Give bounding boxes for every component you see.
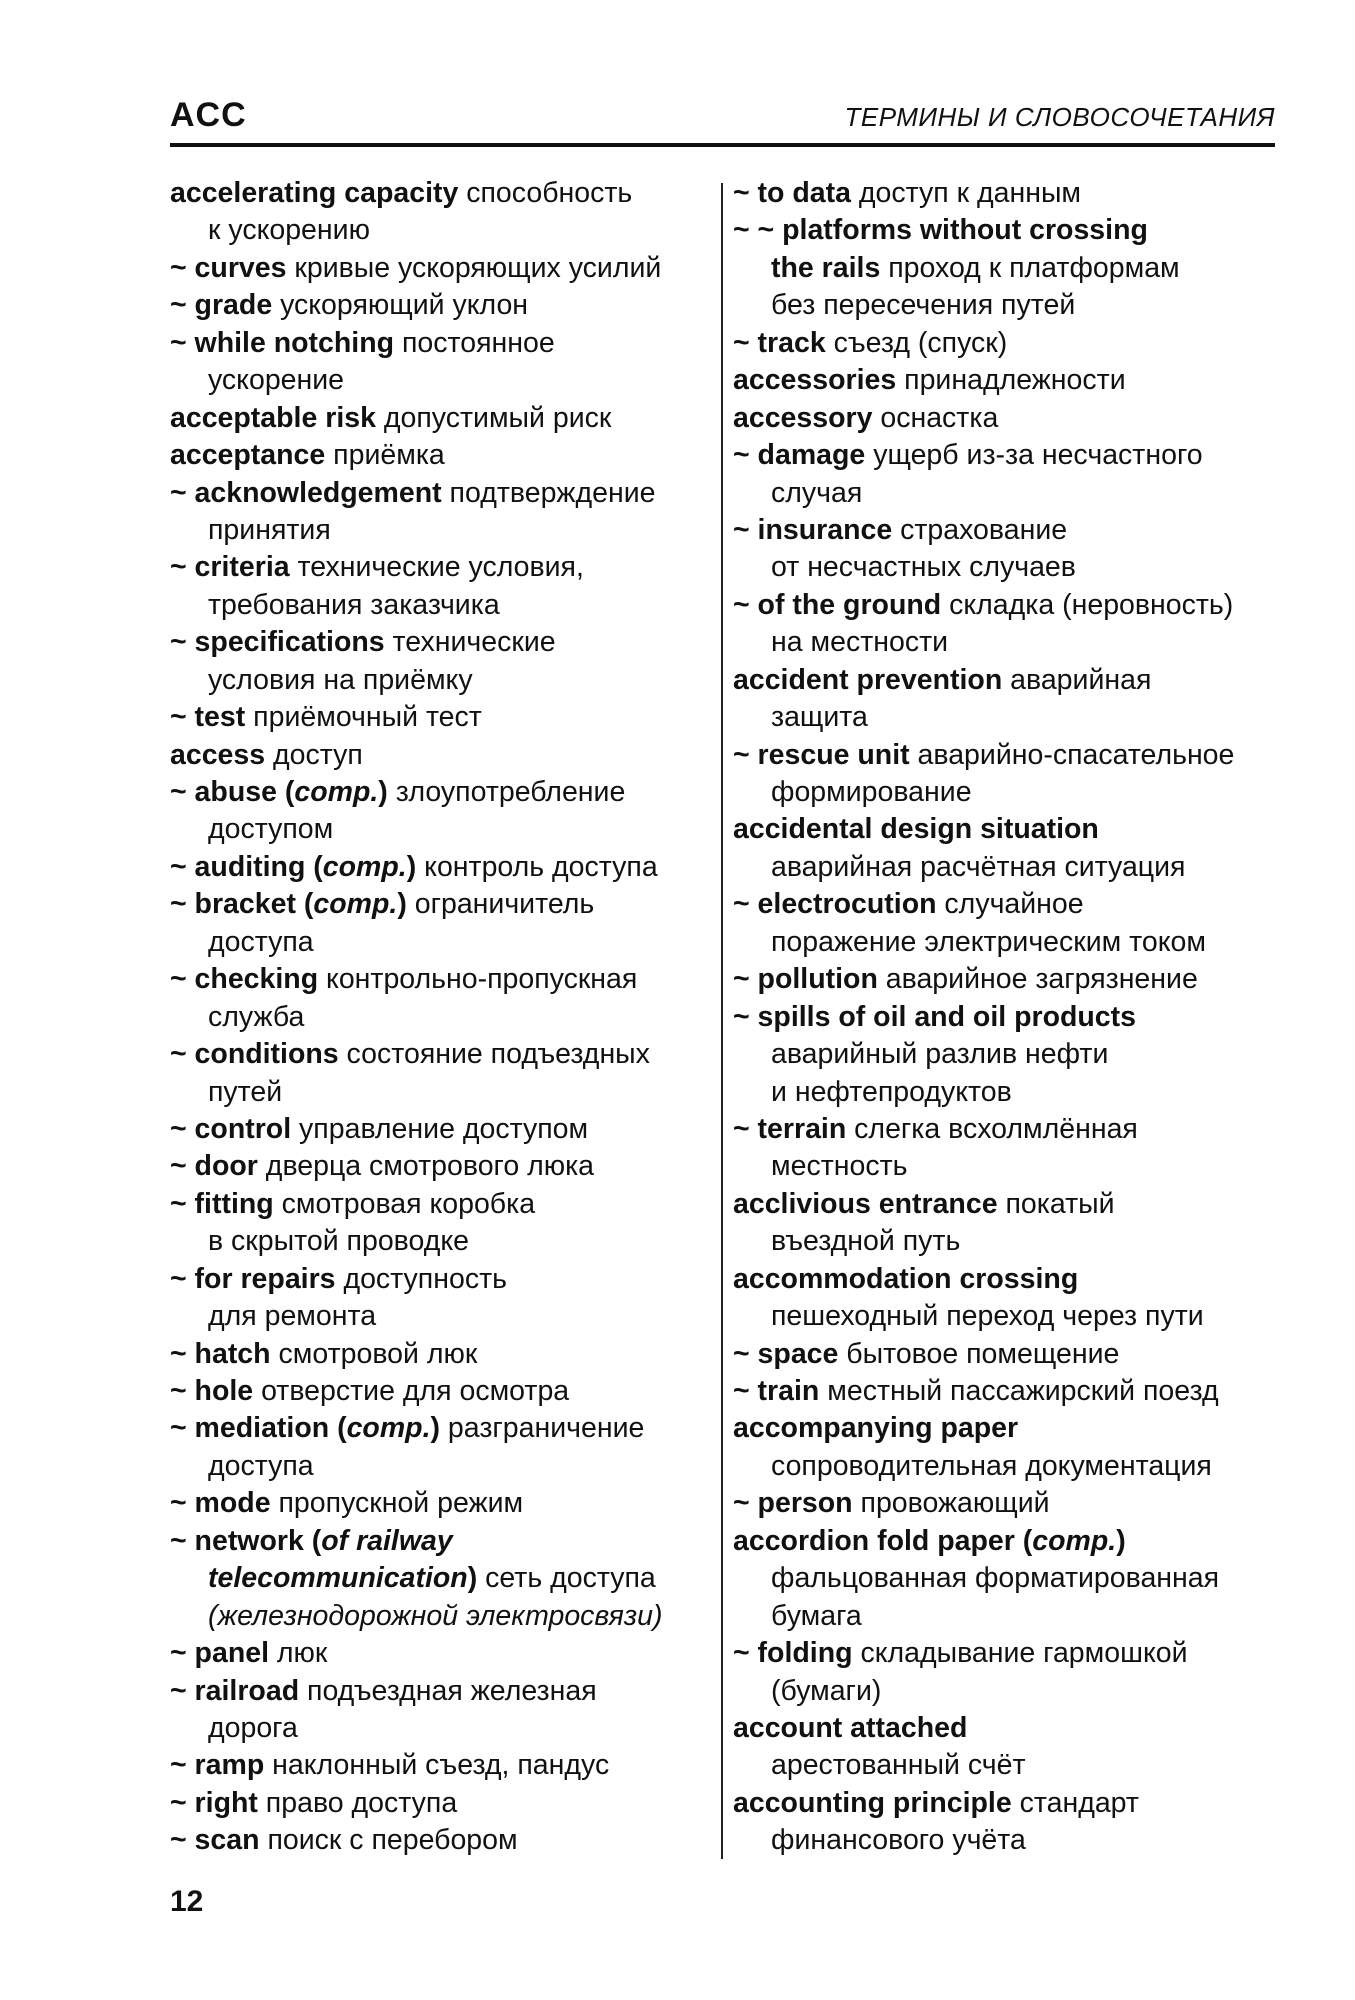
entry-definition: смотровая коробка — [273, 1187, 536, 1220]
entry-definition: право доступа — [257, 1786, 458, 1819]
dictionary-line — [170, 325, 710, 362]
entry-definition: аварийно-спасательное — [909, 738, 1235, 771]
entry-term: ~ ~ platforms without crossing — [733, 214, 1148, 247]
entry-term-close: ) — [406, 850, 417, 883]
dictionary-line — [733, 886, 1283, 923]
entry-definition: приёмочный тест — [245, 701, 482, 734]
entry-term: ~ person — [733, 1487, 853, 1520]
entry-term: ~ panel — [170, 1637, 269, 1670]
entry-definition: смотровой люк — [270, 1337, 478, 1370]
entry-definition: условия на приёмку — [208, 663, 473, 696]
entry-definition: подъездная железная — [299, 1674, 597, 1707]
dictionary-line — [733, 1785, 1283, 1822]
dictionary-line — [733, 624, 1283, 661]
dictionary-line — [733, 325, 1283, 362]
dictionary-line — [733, 1261, 1283, 1298]
dictionary-line — [733, 287, 1283, 324]
dictionary-line — [733, 587, 1283, 624]
dictionary-line — [170, 1635, 710, 1672]
dictionary-line — [170, 250, 710, 287]
entry-term: accelerating capacity — [170, 177, 459, 209]
entry-definition: для ремонта — [208, 1300, 377, 1333]
entry-term: ~ space — [733, 1337, 839, 1370]
dictionary-line — [733, 1373, 1283, 1410]
entry-definition: складка (неровность) — [941, 588, 1234, 621]
dictionary-line — [733, 1747, 1283, 1784]
dictionary-line — [733, 1336, 1283, 1373]
entry-definition: покатый — [997, 1187, 1115, 1220]
dictionary-line — [733, 1111, 1283, 1148]
entry-definition: и нефтепродуктов — [771, 1075, 1012, 1108]
dictionary-line — [170, 774, 710, 811]
entry-definition: доступа — [208, 1449, 314, 1482]
entry-term: ~ conditions — [170, 1038, 339, 1071]
dictionary-line — [733, 437, 1283, 474]
entry-definition: сопроводительная документация — [771, 1449, 1212, 1482]
entry-definition: аварийное загрязнение — [877, 963, 1198, 996]
dictionary-line — [170, 699, 710, 736]
entry-definition: технические — [384, 626, 556, 659]
entry-definition: поиск с перебором — [259, 1824, 518, 1857]
entry-definition: бумага — [771, 1599, 862, 1632]
dictionary-line — [733, 400, 1283, 437]
entry-definition: доступность — [335, 1262, 507, 1295]
entry-definition: провожающий — [852, 1487, 1050, 1520]
dictionary-line — [170, 662, 710, 699]
dictionary-line — [733, 774, 1283, 811]
dictionary-line — [733, 662, 1283, 699]
entry-definition: дверца смотрового люка — [257, 1150, 595, 1183]
entry-definition: доступа — [208, 925, 314, 958]
dictionary-line — [733, 1074, 1283, 1111]
dictionary-line — [170, 1074, 710, 1111]
dictionary-line — [170, 287, 710, 324]
entry-term: ~ bracket ( — [170, 888, 314, 921]
entry-term: ~ folding — [733, 1637, 853, 1670]
entry-definition: арестованный счёт — [771, 1749, 1026, 1782]
entry-definition: кривые ускоряющих усилий — [286, 251, 662, 284]
dictionary-line — [733, 1186, 1283, 1223]
entry-definition: приёмка — [325, 439, 445, 472]
left-column — [170, 175, 710, 1860]
dictionary-line — [170, 1261, 710, 1298]
dictionary-line — [170, 362, 710, 399]
entry-definition: местность — [771, 1150, 908, 1183]
entry-term: ~ while notching — [170, 326, 395, 359]
entry-definition: фальцованная форматированная — [771, 1562, 1220, 1595]
entry-term: accidental design situation — [733, 813, 1099, 846]
entry-definition: отверстие для осмотра — [253, 1375, 570, 1407]
entry-definition: защита — [771, 701, 868, 734]
entry-definition: требования заказчика — [208, 588, 500, 621]
dictionary-line — [733, 1673, 1283, 1710]
entry-term: ~ track — [733, 326, 826, 359]
entry-term: ~ rescue unit — [733, 738, 910, 771]
running-head-right: ТЕРМИНЫ И СЛОВОСОЧЕТАНИЯ — [844, 102, 1275, 132]
dictionary-line — [733, 961, 1283, 998]
dictionary-line — [170, 549, 710, 586]
dictionary-line — [170, 1336, 710, 1373]
entry-term: acceptable risk — [170, 401, 376, 434]
entry-term: acceptance — [170, 439, 326, 472]
entry-term: ~ terrain — [733, 1112, 847, 1145]
entry-term: ~ ramp — [170, 1749, 265, 1782]
entry-term: ~ electrocution — [733, 888, 937, 921]
dictionary-line — [170, 1111, 710, 1148]
entry-label: comp. — [1032, 1524, 1117, 1557]
entry-definition: постоянное — [394, 326, 555, 359]
entry-term: ~ fitting — [170, 1187, 274, 1220]
dictionary-line — [170, 212, 710, 249]
dictionary-line — [733, 1635, 1283, 1672]
entry-definition: стандарт — [1011, 1786, 1139, 1819]
entry-term-close: ) — [467, 1562, 478, 1595]
page-number: 12 — [170, 1885, 204, 1918]
entry-definition: контрольно-пропускная — [318, 963, 638, 996]
dictionary-line — [170, 1298, 710, 1335]
dictionary-line — [733, 1148, 1283, 1185]
entry-definition: путей — [208, 1075, 283, 1108]
entry-definition: ущерб из-за несчастного — [865, 439, 1203, 472]
entry-term: ~ grade — [170, 289, 273, 322]
entry-term: ~ control — [170, 1112, 292, 1145]
entry-definition: слегка всхолмлённая — [846, 1112, 1138, 1145]
entry-term: accounting principle — [733, 1786, 1012, 1819]
dictionary-line — [170, 512, 710, 549]
dictionary-line — [170, 924, 710, 961]
dictionary-line — [170, 437, 710, 474]
entry-definition: дорога — [208, 1711, 298, 1744]
entry-term: ~ for repairs — [170, 1262, 336, 1295]
entry-definition: без пересечения путей — [771, 289, 1076, 322]
entry-term: ~ door — [170, 1150, 258, 1183]
entry-label: comp. — [346, 1412, 431, 1445]
dictionary-line — [170, 737, 710, 774]
entry-definition: формирование — [771, 776, 972, 808]
entry-term: the rails — [771, 251, 881, 284]
entry-definition: пешеходный переход через пути — [771, 1300, 1204, 1333]
entry-definition: допустимый риск — [375, 401, 612, 434]
dictionary-line — [170, 1223, 710, 1260]
entry-term: ~ spills of oil and oil products — [733, 1000, 1136, 1033]
entry-term: ~ scan — [170, 1824, 260, 1857]
dictionary-line — [170, 999, 710, 1036]
entry-term: accordion fold paper ( — [733, 1524, 1033, 1557]
entry-definition: съезд (спуск) — [825, 326, 1008, 359]
dictionary-line — [170, 886, 710, 923]
dictionary-line — [170, 1036, 710, 1073]
dictionary-line — [733, 1298, 1283, 1335]
dictionary-line — [733, 512, 1283, 549]
entry-definition: страхование — [892, 513, 1068, 546]
entry-term: ~ auditing ( — [170, 850, 323, 883]
entry-term-close: ) — [397, 888, 407, 921]
dictionary-line — [170, 400, 710, 437]
entry-term: accident prevention — [733, 663, 1003, 696]
entry-term: ~ hatch — [170, 1337, 271, 1370]
dictionary-line — [733, 737, 1283, 774]
entry-gloss: (железнодорожной электросвязи) — [208, 1599, 663, 1632]
dictionary-line — [170, 1485, 710, 1522]
entry-term: accompanying paper — [733, 1412, 1019, 1445]
entry-definition: люк — [269, 1637, 328, 1670]
entry-term: ~ mode — [170, 1487, 271, 1520]
dictionary-line — [170, 1673, 710, 1710]
entry-definition: управление доступом — [291, 1112, 589, 1145]
header-rule — [170, 143, 1275, 147]
dictionary-line — [170, 1410, 710, 1447]
entry-definition: технические условия, — [289, 551, 584, 584]
entry-definition: ограничитель — [406, 888, 595, 921]
entry-term: ~ of the ground — [733, 588, 942, 621]
dictionary-line — [170, 1186, 710, 1223]
entry-term: ~ abuse ( — [170, 776, 295, 808]
entry-definition: аварийный разлив нефти — [771, 1038, 1109, 1071]
dictionary-line — [170, 849, 710, 886]
entry-definition: принадлежности — [896, 364, 1126, 397]
entry-term: accessory — [733, 401, 873, 434]
entry-definition: состояние подъездных — [338, 1038, 650, 1071]
entry-definition: случая — [771, 476, 863, 509]
dictionary-line — [733, 1598, 1283, 1635]
entry-term: ~ acknowledgement — [170, 476, 442, 509]
dictionary-line — [170, 1373, 710, 1410]
entry-definition: сеть доступа — [477, 1562, 656, 1595]
entry-term: ~ mediation ( — [170, 1412, 347, 1445]
entry-definition: ускорение — [208, 364, 345, 397]
entry-label: comp. — [313, 888, 398, 921]
column-divider — [721, 183, 723, 1859]
entry-definition: финансового учёта — [771, 1824, 1026, 1857]
entry-term: ~ railroad — [170, 1674, 300, 1707]
running-head-left: ACC — [170, 96, 247, 134]
dictionary-line — [733, 1822, 1283, 1859]
entry-term: acclivious entrance — [733, 1187, 998, 1220]
dictionary-line — [170, 624, 710, 661]
dictionary-line — [170, 1822, 710, 1859]
dictionary-line — [170, 1785, 710, 1822]
entry-definition: доступом — [208, 813, 334, 846]
dictionary-line — [733, 999, 1283, 1036]
entry-label: comp. — [322, 850, 407, 883]
entry-definition: аварийная расчётная ситуация — [771, 850, 1186, 883]
entry-label: telecommunication — [208, 1562, 468, 1595]
entry-definition: проход к платформам — [880, 251, 1180, 284]
dictionary-line — [733, 250, 1283, 287]
dictionary-line — [733, 699, 1283, 736]
entry-definition: пропускной режим — [270, 1487, 524, 1520]
dictionary-line — [170, 1747, 710, 1784]
entry-term: ~ criteria — [170, 551, 290, 584]
dictionary-line — [733, 849, 1283, 886]
entry-term: ~ pollution — [733, 963, 878, 996]
dictionary-line — [170, 1710, 710, 1747]
entry-term: ~ train — [733, 1375, 820, 1407]
entry-definition: оснастка — [872, 401, 999, 434]
entry-label: of railway — [321, 1524, 453, 1557]
entry-definition: наклонный съезд, пандус — [264, 1749, 610, 1782]
dictionary-line — [170, 1448, 710, 1485]
dictionary-line — [733, 549, 1283, 586]
entry-label: comp. — [294, 776, 379, 808]
dictionary-line — [733, 362, 1283, 399]
dictionary-line — [733, 1523, 1283, 1560]
dictionary-line — [733, 1036, 1283, 1073]
entry-term: ~ checking — [170, 963, 319, 996]
dictionary-line — [733, 175, 1283, 212]
entry-definition: местный пассажирский поезд — [819, 1375, 1219, 1407]
entry-definition: случайное — [936, 888, 1084, 921]
entry-definition: служба — [208, 1000, 305, 1033]
dictionary-line — [733, 1223, 1283, 1260]
entry-definition: аварийная — [1002, 663, 1152, 696]
entry-term: ~ test — [170, 701, 246, 734]
dictionary-line — [733, 212, 1283, 249]
entry-definition: принятия — [208, 513, 331, 546]
entry-definition: в скрытой проводке — [208, 1225, 469, 1258]
entry-definition: от несчастных случаев — [771, 551, 1076, 584]
entry-term: access — [170, 738, 266, 771]
entry-term-close: ) — [378, 776, 388, 808]
entry-term: ~ network ( — [170, 1524, 322, 1557]
entry-term-close: ) — [1116, 1524, 1126, 1557]
entry-definition: ускоряющий уклон — [272, 289, 529, 322]
dictionary-line — [170, 1523, 710, 1560]
dictionary-line — [170, 811, 710, 848]
dictionary-line — [170, 175, 710, 212]
dictionary-line — [170, 961, 710, 998]
entry-definition: поражение электрическим током — [771, 925, 1207, 958]
entry-definition: на местности — [771, 626, 949, 659]
entry-term: accessories — [733, 364, 897, 397]
entry-term: account attached — [733, 1711, 968, 1744]
dictionary-line — [733, 1485, 1283, 1522]
dictionary-line — [733, 1448, 1283, 1485]
entry-term: ~ hole — [170, 1375, 254, 1407]
right-column — [733, 175, 1283, 1860]
entry-definition: (бумаги) — [771, 1674, 882, 1707]
entry-term-close: ) — [430, 1412, 441, 1445]
entry-definition: способность — [458, 177, 633, 209]
entry-term: ~ insurance — [733, 513, 893, 546]
entry-definition: складывание гармошкой — [852, 1637, 1188, 1670]
dictionary-line — [170, 475, 710, 512]
dictionary-line — [170, 1148, 710, 1185]
entry-definition: злоупотребление — [387, 776, 626, 808]
entry-term: ~ right — [170, 1786, 258, 1819]
entry-definition: подтверждение — [441, 476, 656, 509]
entry-definition: бытовое помещение — [838, 1337, 1120, 1370]
dictionary-line — [170, 587, 710, 624]
entry-term: accommodation crossing — [733, 1262, 1079, 1295]
dictionary-line — [733, 1560, 1283, 1597]
entry-term: ~ to data — [733, 177, 851, 209]
entry-definition: въездной путь — [771, 1225, 961, 1258]
entry-definition: к ускорению — [208, 214, 370, 247]
dictionary-line — [170, 1560, 710, 1597]
dictionary-line — [733, 475, 1283, 512]
dictionary-line — [170, 1598, 710, 1635]
dictionary-line — [733, 924, 1283, 961]
entry-definition: доступ к данным — [850, 177, 1082, 209]
dictionary-line — [733, 811, 1283, 848]
dictionary-line — [733, 1710, 1283, 1747]
entry-term: ~ curves — [170, 251, 287, 284]
dictionary-line — [733, 1410, 1283, 1447]
entry-term: ~ damage — [733, 439, 866, 472]
entry-definition: разграничение — [440, 1412, 645, 1445]
entry-term: ~ specifications — [170, 626, 385, 659]
entry-definition: доступ — [265, 738, 363, 771]
entry-definition: контроль доступа — [416, 850, 658, 883]
